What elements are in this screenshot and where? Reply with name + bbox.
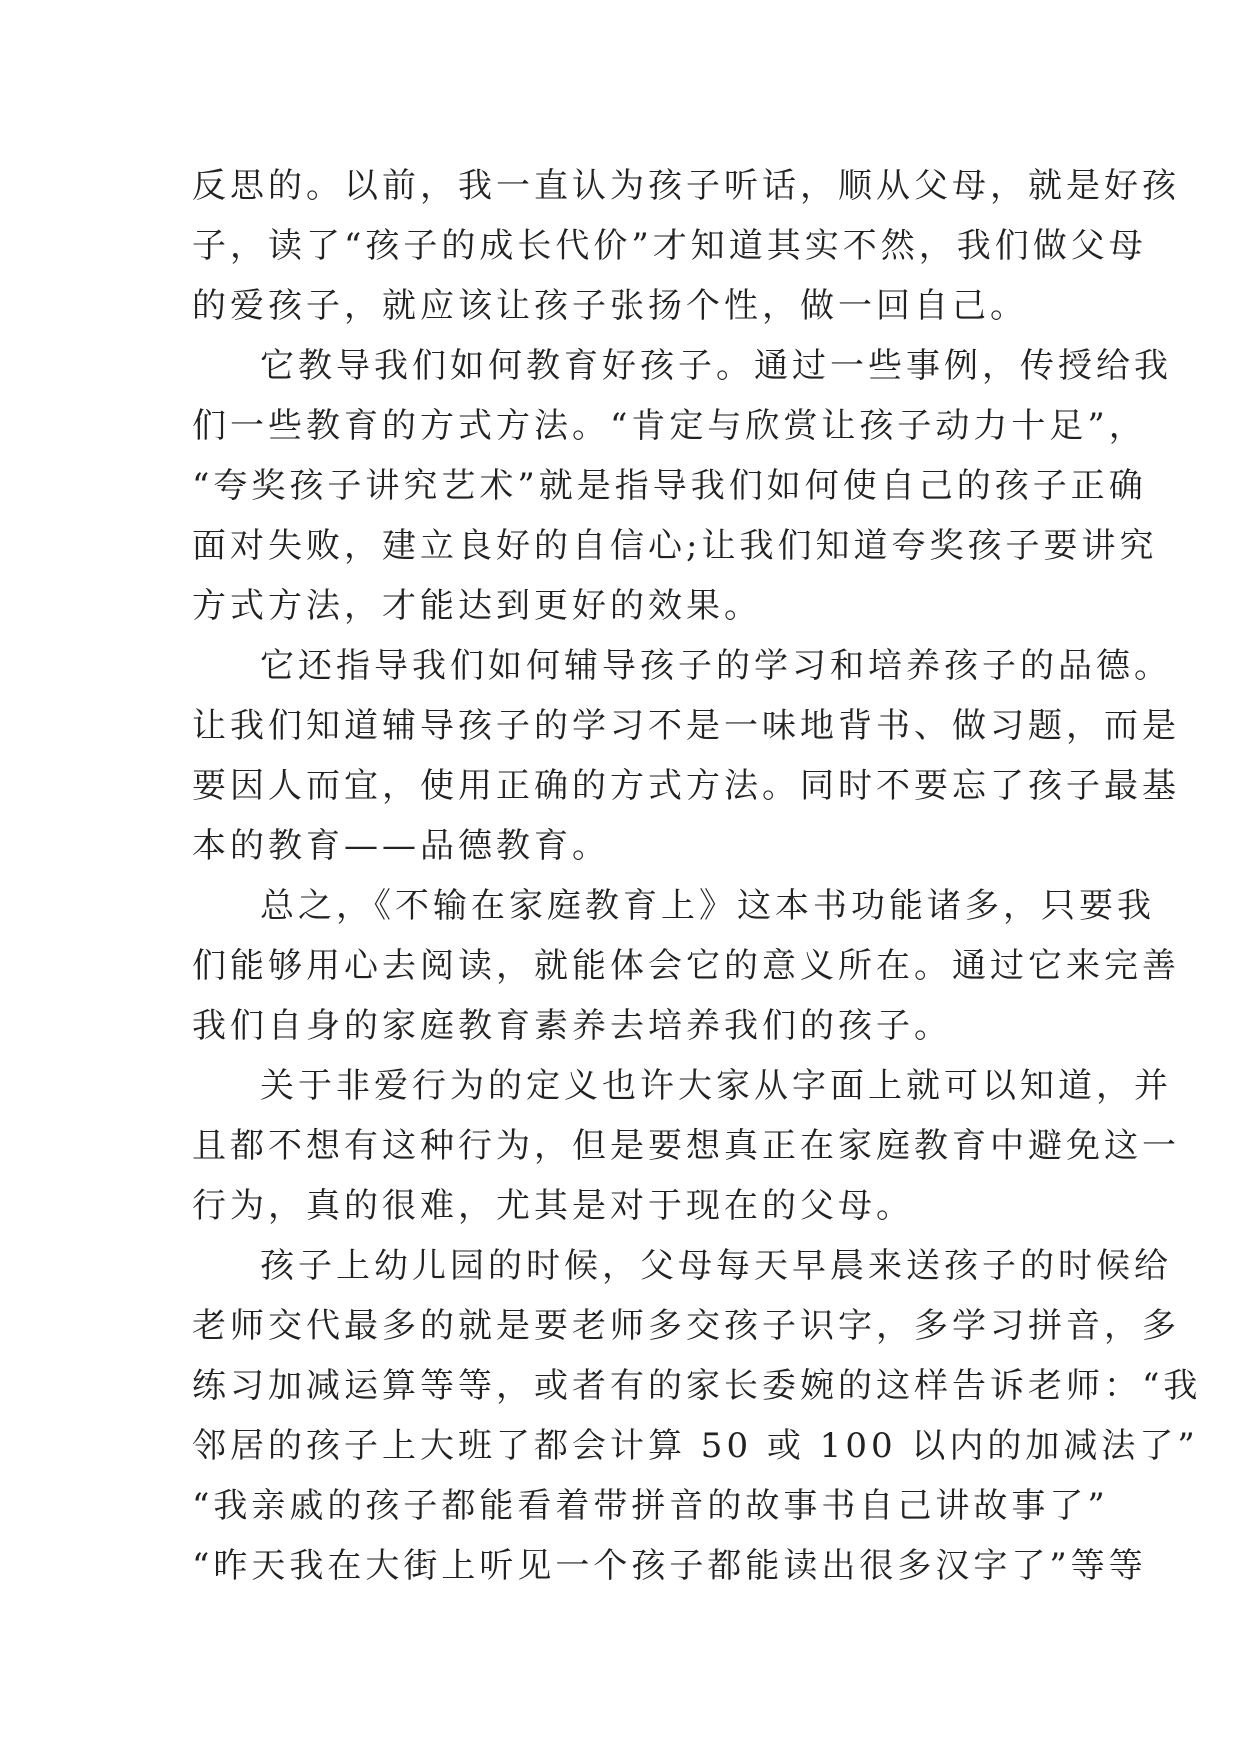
text-line: “夸奖孩子讲究艺术”就是指导我们如何使自己的孩子正确: [192, 466, 1147, 506]
text-line: 且都不想有这种行为，但是要想真正在家庭教育中避免这一: [192, 1126, 1180, 1166]
text-line: 们能够用心去阅读，就能体会它的意义所在。通过它来完善: [192, 946, 1180, 986]
text-line: 我们自身的家庭教育素养去培养我们的孩子。: [192, 1006, 952, 1046]
text-line: 老师交代最多的就是要老师多交孩子识字，多学习拼音，多: [192, 1306, 1180, 1346]
paragraph-first-line: 总之，《不输在家庭教育上》这本书功能诸多，只要我: [260, 886, 1155, 926]
text-line: 反思的。以前，我一直认为孩子听话，顺从父母，就是好孩: [192, 166, 1180, 206]
text-line: 方式方法，才能达到更好的效果。: [192, 586, 762, 626]
text-line: 行为，真的很难，尤其是对于现在的父母。: [192, 1186, 914, 1226]
paragraph-first-line: 它还指导我们如何辅导孩子的学习和培养孩子的品德。: [260, 646, 1172, 686]
text-line: 本的教育——品德教育。: [192, 826, 610, 866]
text-line: “昨天我在大街上听见一个孩子都能读出很多汉字了”等等: [192, 1546, 1147, 1586]
text-line: 面对失败，建立良好的自信心;让我们知道夸奖孩子要讲究: [192, 526, 1158, 566]
text-line: 们一些教育的方式方法。“肯定与欣赏让孩子动力十足”，: [192, 406, 1147, 446]
text-line: 练习加减运算等等，或者有的家长委婉的这样告诉老师：“我: [192, 1366, 1202, 1406]
text-line: 要因人而宜，使用正确的方式方法。同时不要忘了孩子最基: [192, 766, 1180, 806]
text-line: 子，读了“孩子的成长代价”才知道其实不然，我们做父母: [192, 226, 1147, 266]
paragraph-first-line: 关于非爱行为的定义也许大家从字面上就可以知道，并: [260, 1066, 1172, 1106]
text-line: “我亲戚的孩子都能看着带拼音的故事书自己讲故事了”: [192, 1486, 1109, 1526]
text-line: 让我们知道辅导孩子的学习不是一味地背书、做习题，而是: [192, 706, 1180, 746]
paragraph-first-line: 它教导我们如何教育好孩子。通过一些事例，传授给我: [260, 346, 1172, 386]
text-line: 的爱孩子，就应该让孩子张扬个性，做一回自己。: [192, 286, 1028, 326]
text-line: 邻居的孩子上大班了都会计算 50 或 100 以内的加减法了”: [192, 1426, 1199, 1466]
paragraph-first-line: 孩子上幼儿园的时候，父母每天早晨来送孩子的时候给: [260, 1246, 1172, 1286]
